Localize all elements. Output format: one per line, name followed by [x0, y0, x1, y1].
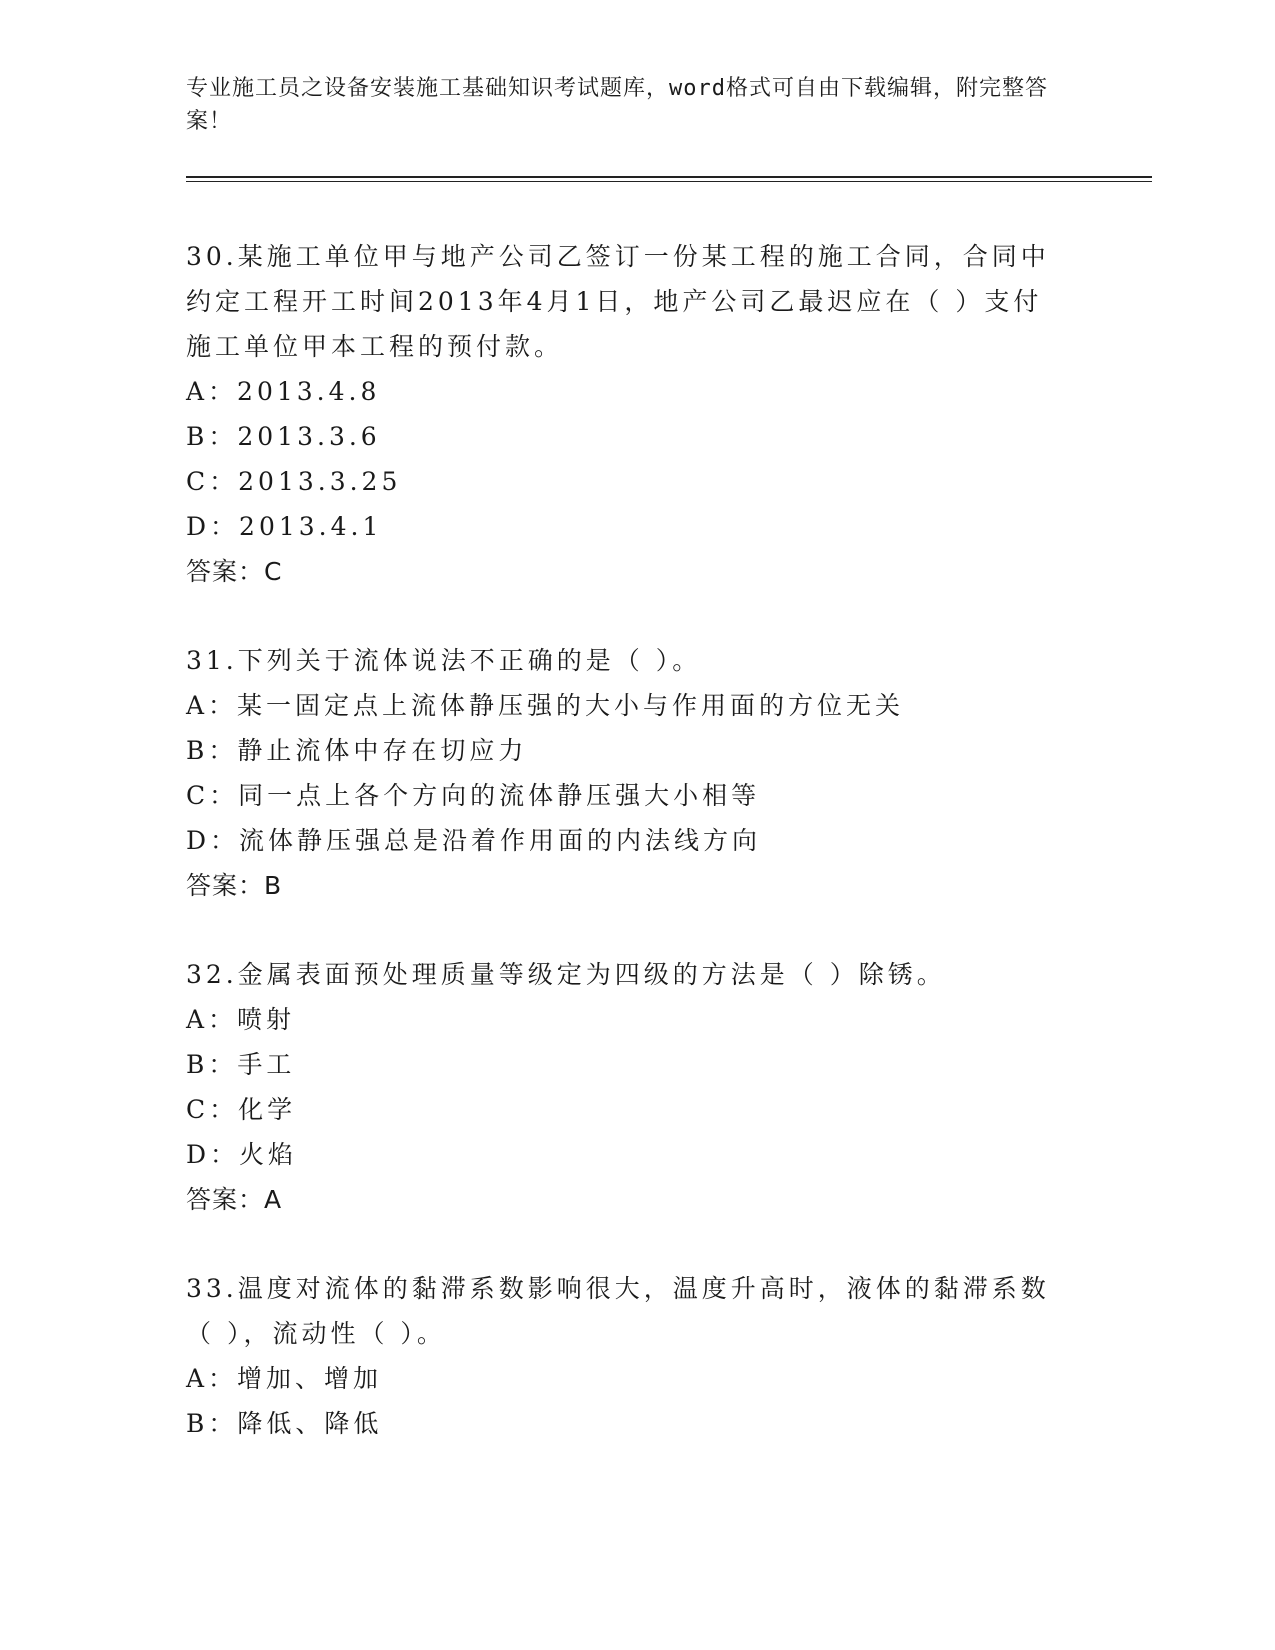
option-a: A：增加、增加 — [186, 1364, 383, 1393]
document-header: 专业施工员之设备安装施工基础知识考试题库，word格式可自由下载编辑，附完整答案！ — [186, 76, 1048, 134]
option-c: C：化学 — [186, 1095, 297, 1124]
question-33 — [186, 1266, 1146, 1446]
question-stem: 31.下列关于流体说法不正确的是（ ）。 — [186, 646, 702, 675]
option-c: C：同一点上各个方向的流体静压强大小相等 — [186, 781, 761, 810]
option-a: A：2013.4.8 — [186, 377, 381, 406]
answer: 答案：C — [186, 557, 283, 586]
option-a: A：喷射 — [186, 1005, 296, 1034]
option-a: A：某一固定点上流体静压强的大小与作用面的方位无关 — [186, 691, 905, 720]
header-divider — [186, 176, 1152, 182]
option-b: B：静止流体中存在切应力 — [186, 736, 528, 765]
question-32 — [186, 952, 1146, 1222]
question-30 — [186, 234, 1146, 594]
question-list — [186, 234, 1146, 1446]
option-d: D：2013.4.1 — [186, 512, 383, 541]
answer: 答案：B — [186, 871, 283, 900]
option-d: D：流体静压强总是沿着作用面的内法线方向 — [186, 826, 762, 855]
question-stem: 30.某施工单位甲与地产公司乙签订一份某工程的施工合同，合同中约定工程开工时间2013年4月1日，地产公司乙最迟应在（ ）支付施工单位甲本工程的预付款。 — [186, 242, 1050, 361]
answer: 答案：A — [186, 1185, 283, 1214]
option-b: B：2013.3.6 — [186, 422, 381, 451]
question-stem: 33.温度对流体的黏滞系数影响很大，温度升高时，液体的黏滞系数（ ），流动性（ ）。 — [186, 1274, 1050, 1348]
question-stem: 32.金属表面预处理质量等级定为四级的方法是（ ）除锈。 — [186, 960, 946, 989]
document-page — [186, 72, 1146, 1490]
option-b: B：降低、降低 — [186, 1409, 383, 1438]
option-d: D：火焰 — [186, 1140, 298, 1169]
option-b: B：手工 — [186, 1050, 296, 1079]
question-31 — [186, 638, 1146, 908]
option-c: C：2013.3.25 — [186, 467, 402, 496]
